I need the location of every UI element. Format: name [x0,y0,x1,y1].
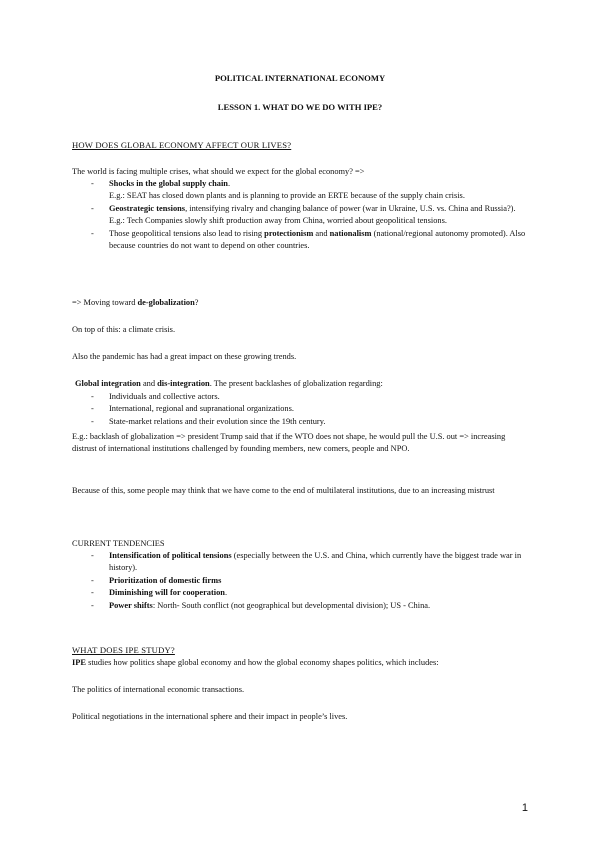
section-heading-ipe-study: WHAT DOES IPE STUDY? [72,645,175,655]
list-item [72,203,532,215]
list-item-text: : North- South conflict (not geographical but developmental division); US - China. [152,600,431,610]
integration-paragraph [75,378,535,390]
arrow-text: ? [194,298,199,307]
list-item-text: and [313,228,330,238]
list-item [72,228,532,253]
bold-term: Intensification of political tensions [109,551,232,560]
list-item-text: (especially between the U.S. and China, which currently have the biggest trade war in history). [109,551,522,573]
list-item [72,587,532,599]
tendencies-list [72,550,532,612]
page-number: 1 [521,802,528,814]
bold-term: Diminishing will for cooperation [109,588,225,598]
intro-paragraph: The world is facing multiple crises, what should we expect for the global economy? => [72,167,365,176]
paragraph-text: and [140,379,158,388]
mistrust-paragraph: Because of this, some people may think that we have come to the end of multilateral institutions, due to an increasing mistrust [72,486,495,495]
arrow-text: => Moving toward [72,298,138,307]
bold-term: Global integration [75,379,141,388]
document-title: POLITICAL INTERNATIONAL ECONOMY [214,73,386,83]
paragraph-text: . The present backlashes of globalization regarding: [209,379,383,388]
backlash-list [72,391,532,428]
climate-paragraph: On top of this: a climate crisis. [72,325,176,334]
negotiations-paragraph: Political negotiations in the international sphere and their impact in people’s lives. [72,712,348,721]
bold-term: dis-integration [157,379,210,388]
list-item-example: E.g.: Tech Companies slowly shift production away from China, worried about geopolitical tensions. [109,216,447,226]
list-item-text: . [224,588,228,598]
list-item-text: (national/regional autonomy promoted). Also because countries do not want to depend on other countries. [109,228,526,251]
section-heading-tendencies: CURRENT TENDENCIES [72,539,165,548]
list-item-text: Those geopolitical tensions also lead to rising [109,228,265,238]
politics-transactions-paragraph: The politics of international economic transactions. [72,685,245,694]
bold-term: Prioritization of domestic firms [109,575,222,585]
list-item [72,600,532,612]
pandemic-paragraph: Also the pandemic has had a great impact on these growing trends. [72,352,297,361]
section-heading-global-economy: HOW DOES GLOBAL ECONOMY AFFECT OUR LIVES? [72,140,292,150]
bold-term: nationalism [329,228,372,238]
bold-term: IPE [72,658,86,667]
list-item [72,575,532,587]
paragraph-text: studies how politics shape global economy and how the global economy shapes politics, which includes: [85,658,439,667]
list-item: - International, regional and supranational organizations. [72,403,532,415]
deglobalization-line [72,297,532,309]
list-item [72,178,532,190]
bold-term: Shocks in the global supply chain [109,179,228,188]
trump-example-paragraph: E.g.: backlash of globalization => president Trump said that if the WTO does not shape, he would pull the U.S. out => increasing distrust of international institutions challenged by founding members, new comers, people and NPO. [72,432,506,454]
list-item: - Individuals and collective actors. [72,391,532,403]
list-item [72,550,532,575]
lesson-title: LESSON 1. WHAT DO WE DO WITH IPE? [217,102,383,112]
bold-term: Power shifts [109,600,153,610]
crises-list [72,178,532,252]
list-item: - State-market relations and their evolution since the 19th century. [72,416,532,428]
bold-term: Geostrategic tensions [109,203,186,213]
list-item-text: . [227,179,231,188]
bold-term: protectionism [264,228,314,238]
list-item-text: , intensifying rivalry and changing balance of power (war in Ukraine, U.S. vs. China and Russia?). [185,203,516,213]
ipe-definition-paragraph [72,657,532,669]
bold-term: de-globalization [137,298,195,307]
list-item-example: E.g.: SEAT has closed down plants and is planning to provide an ERTE because of the supply chain crisis. [109,191,465,201]
